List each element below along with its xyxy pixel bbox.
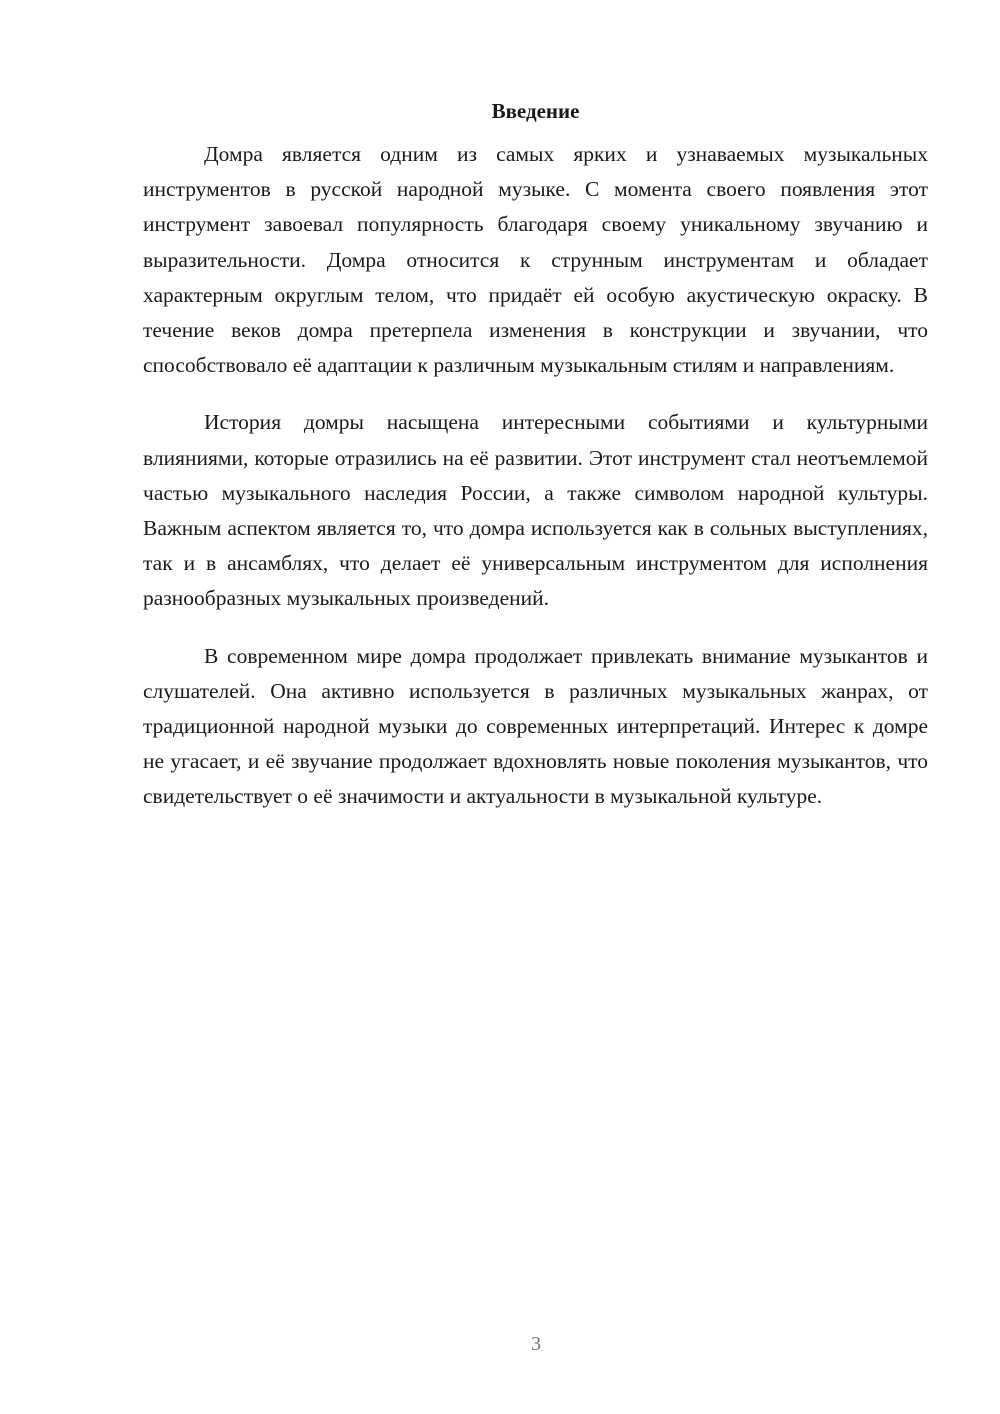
paragraph-3: В современном мире домра продолжает привлекать внимание музыкантов и слушателей. Она активно используется в различных музыкальных жанрах, от традиционной народной музыки до современных интерпретаций. Интерес к домре не угасает, и её звучание продолжает вдохновлять новые поколения музыкантов, что свидетельствует о её значимости и актуальности в музыкальной культуре.	[143, 643, 928, 809]
section-heading: Введение	[491, 99, 580, 123]
page-number: 3	[531, 1333, 541, 1355]
paragraph-1: Домра является одним из самых ярких и узнаваемых музыкальных инструментов в русской народной музыке. С момента своего появления этот инструмент завоевал популярность благодаря своему уникальному звучанию и выразительности. Домра относится к струнным инструментам и обладает характерным округлым телом, что придаёт ей особую акустическую окраску. В течение веков домра претерпела изменения в конструкции и звучании, что способствовало её адаптации к различным музыкальным стилям и направлениям.	[143, 142, 928, 378]
page-content	[143, 96, 928, 837]
paragraph-2: История домры насыщена интересными событиями и культурными влияниями, которые отразились на её развитии. Этот инструмент стал неотъемлемой частью музыкального наследия России, а также символом народной культуры. Важным аспектом является то, что домра используется как в сольных выступлениях, так и в ансамблях, что делает её универсальным инструментом для исполнения разнообразных музыкальных произведений.	[143, 410, 928, 611]
